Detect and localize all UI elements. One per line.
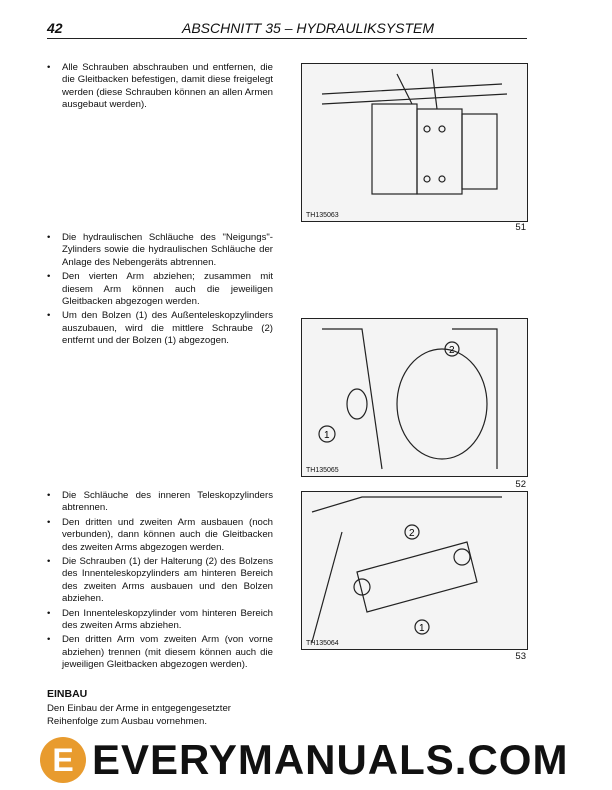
figure-52 — [301, 318, 528, 477]
bullet-item: • Den dritten und zweiten Arm ausbauen (noch verbunden), dann können auch die Gleitbacken des zweiten Arms abgezogen werden. — [47, 517, 273, 554]
bullet-item: • Die hydraulischen Schläuche des "Neigungs"-Zylinders sowie die hydraulischen Schläuche der Anlage des Nebengeräts abtrennen. — [47, 232, 273, 269]
bullet-item: • Den dritten Arm vom zweiten Arm (von vorne abziehen) trennen (mit diesem können auch die jeweiligen Gleitbacken abgezogen werden). — [47, 634, 273, 671]
bullet-item: • Die Schläuche des inneren Teleskopzylinders abtrennen. — [47, 490, 273, 515]
bullet-item: • Die Schrauben (1) der Halterung (2) des Bolzens des Innenteleskopzylinders am hinteren Bereich des zweiten Arms ausbauen und den Bolzen abziehen. — [47, 556, 273, 606]
figure-code: TH135065 — [306, 467, 339, 474]
bullet-item: • Um den Bolzen (1) des Außenteleskopzylinders auszubauen, wird die mittlere Schraube (2) entfernt und der Bolzen (1) abgezogen. — [47, 310, 273, 347]
callout-2: 2 — [449, 345, 455, 356]
steps-block-2 — [47, 232, 273, 350]
einbau-text: Den Einbau der Arme in entgegengesetzter Reihenfolge zum Ausbau vornehmen. — [47, 703, 232, 727]
page-header — [47, 20, 527, 39]
figure-code: TH135064 — [306, 640, 339, 647]
bullet-item: • Den vierten Arm abziehen; zusammen mit diesem Arm können auch die jeweiligen Gleitbacken abgezogen werden. — [47, 271, 273, 308]
figure-51 — [301, 63, 528, 222]
figure-illustration — [302, 492, 527, 649]
callout-2: 2 — [409, 528, 415, 539]
figure-number: 52 — [515, 479, 526, 490]
callout-1: 1 — [419, 623, 425, 634]
einbau-section — [47, 688, 277, 728]
watermark-logo: E — [40, 737, 86, 783]
figure-number: 53 — [515, 651, 526, 662]
figure-code: TH135063 — [306, 212, 339, 219]
figure-illustration — [302, 319, 527, 476]
einbau-heading: EINBAU — [47, 688, 88, 700]
steps-block-3 — [47, 490, 273, 674]
watermark-text: EVERYMANUALS.COM — [92, 736, 569, 783]
callout-1: 1 — [324, 430, 330, 441]
figure-53 — [301, 491, 528, 650]
page-number: 42 — [47, 20, 63, 36]
bullet-item: • Alle Schrauben abschrauben und entfernen, die die Gleitbacken befestigen, damit diese freigelegt werden (diese Schrauben können an allen Armen ausgebaut werden). — [47, 62, 273, 112]
figure-illustration — [302, 64, 527, 221]
steps-block-1 — [47, 62, 273, 114]
watermark — [40, 736, 568, 784]
bullet-item: • Den Innenteleskopzylinder vom hinteren Bereich des zweiten Arms abziehen. — [47, 608, 273, 633]
section-title: ABSCHNITT 35 – HYDRAULIKSYSTEM — [182, 20, 435, 36]
figure-number: 51 — [515, 222, 526, 233]
